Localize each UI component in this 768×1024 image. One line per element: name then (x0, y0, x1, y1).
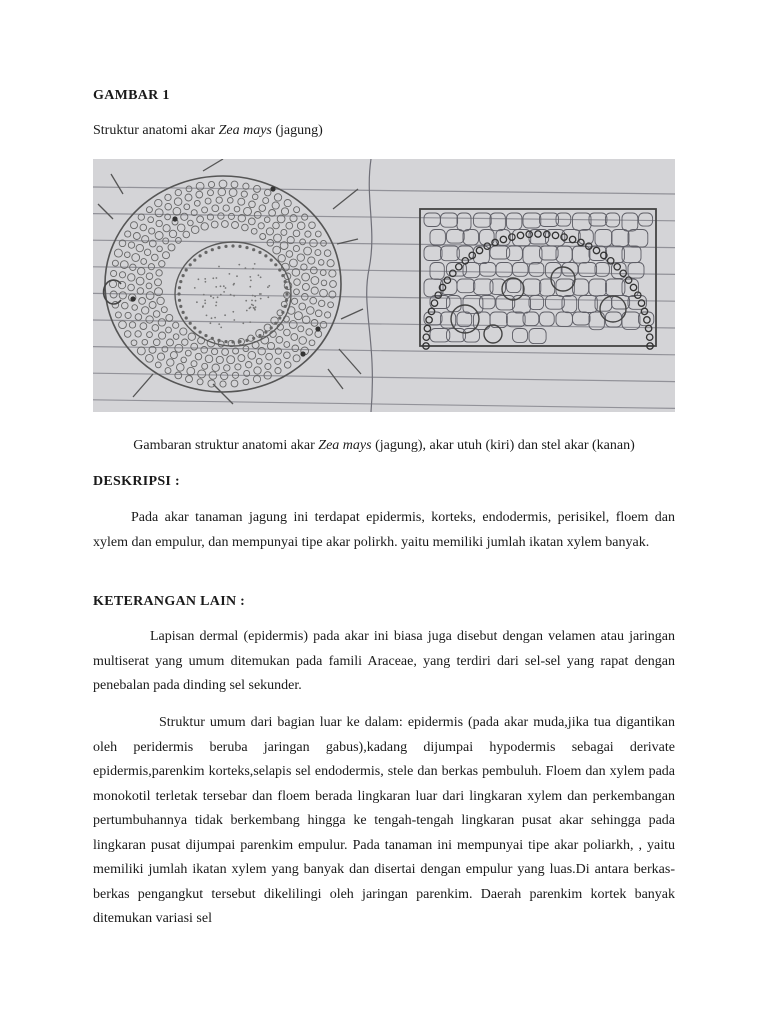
ink-mark (270, 186, 275, 191)
description-paragraph: Pada akar tanaman jagung ini terdapat epidermis, korteks, endodermis, perisikel, floem dan xylem dan empulur, dan mempunyai tipe akar polirkh. yaitu memiliki jumlah ikatan xylem banyak. (93, 510, 675, 550)
pith-speck (267, 296, 269, 298)
pith-speck (245, 300, 247, 302)
pith-speck (206, 315, 208, 317)
pith-speck (223, 285, 225, 287)
pith-speck (258, 274, 260, 276)
pith-speck (212, 277, 214, 279)
pith-speck (260, 298, 262, 300)
pith-speck (224, 314, 226, 316)
pith-speck (251, 300, 253, 302)
pith-speck (214, 317, 216, 319)
ink-mark (300, 351, 305, 356)
vascular-bundle-dot (245, 339, 248, 342)
vascular-bundle-dot (185, 316, 188, 319)
pith-speck (230, 294, 232, 296)
vascular-bundle-dot (284, 280, 287, 283)
pith-speck (220, 294, 222, 296)
vascular-bundle-dot (231, 340, 234, 343)
pith-speck (196, 301, 198, 303)
vascular-bundle-dot (274, 322, 277, 325)
vascular-bundle-dot (285, 292, 288, 295)
pith-speck (215, 305, 217, 307)
vascular-bundle-dot (211, 337, 214, 340)
pith-speck (260, 276, 262, 278)
pith-speck (220, 327, 222, 329)
vascular-bundle-dot (264, 331, 267, 334)
pith-speck (232, 311, 234, 313)
pith-speck (211, 317, 213, 319)
pith-speck (213, 297, 215, 299)
vascular-bundle-dot (204, 334, 207, 337)
pith-speck (250, 280, 252, 282)
pith-speck (216, 277, 218, 279)
root-anatomy-drawing (93, 159, 675, 412)
vascular-bundle-dot (238, 340, 241, 343)
pith-speck (252, 295, 254, 297)
pith-speck (205, 281, 207, 283)
subtitle-prefix: Struktur anatomi akar (93, 123, 219, 138)
pith-speck (252, 305, 254, 307)
pith-speck (254, 296, 256, 298)
pith-speck (246, 310, 248, 312)
pith-speck (204, 302, 206, 304)
vascular-bundle-dot (204, 251, 207, 254)
vascular-bundle-dot (179, 305, 182, 308)
caption-suffix: (jagung), akar utuh (kiri) dan stel akar (kanan) (371, 438, 635, 453)
vascular-bundle-dot (224, 245, 227, 248)
vascular-bundle-dot (285, 286, 288, 289)
vascular-bundle-dot (278, 316, 281, 319)
pith-speck (218, 266, 220, 268)
ink-mark (315, 326, 320, 331)
vascular-bundle-dot (252, 248, 255, 251)
vascular-bundle-dot (189, 263, 192, 266)
subtitle-species: Zea mays (218, 123, 272, 138)
pith-speck (216, 301, 218, 303)
pith-speck (233, 295, 235, 297)
vascular-bundle-dot (274, 263, 277, 266)
hand-drawn-sketch (93, 159, 675, 412)
vascular-bundle-dot (281, 311, 284, 314)
caption-prefix: Gambaran struktur anatomi akar (133, 438, 319, 453)
pith-speck (268, 285, 270, 287)
vascular-bundle-dot (224, 340, 227, 343)
pith-speck (204, 278, 206, 280)
pith-speck (249, 321, 251, 323)
subtitle-suffix: (jagung) (271, 123, 323, 138)
vascular-bundle-dot (217, 339, 220, 342)
pith-speck (229, 273, 231, 275)
pith-speck (242, 322, 244, 324)
vascular-bundle-dot (285, 299, 288, 302)
vascular-bundle-dot (231, 244, 234, 247)
vascular-bundle-dot (281, 274, 284, 277)
pith-speck (259, 293, 261, 295)
vascular-bundle-dot (182, 311, 185, 314)
vascular-bundle-dot (193, 259, 196, 262)
vascular-bundle-dot (177, 292, 180, 295)
figure-subtitle (93, 123, 323, 139)
figure-title: GAMBAR 1 (93, 88, 170, 103)
vascular-bundle-dot (278, 268, 281, 271)
vascular-bundle-dot (178, 299, 181, 302)
pith-speck (249, 286, 251, 288)
vascular-bundle-dot (199, 331, 202, 334)
figure-caption (93, 438, 675, 454)
ink-mark (172, 216, 177, 221)
vascular-bundle-dot (189, 322, 192, 325)
other-notes-paragraph-1: Lapisan dermal (epidermis) pada akar ini biasa juga disebut dengan velamen atau jaringan multiserat yang umum ditemukan pada famili Araceae, yang terdiri dari sel-sel yang rapat dengan penebalan pada dinding sel sekunder. (93, 629, 675, 693)
other-notes-paragraph-2: Struktur umum dari bagian luar ke dalam: epidermis (pada akar muda,jika tua digantikan oleh peridermis beruba jaringan gabus),kadang dijumpai hypodermis sebagai derivate epidermis,parenkim korteks,selapis sel endodermis, stele dan berkas pembuluh. Floem dan xylem pada monokotil terletak tersebar dan floem berada lingkaran luar dari lingkaran xylem dan perkembangan pertumbuhannya tidak berkembang hingga ke tengah-tengah lingkaran pusat akar sehingga pada lingkaran pusat dijumpai parenkim empulur. Pada tanaman ini mempunyai tipe akar poliarkh, , yaitu memiliki jumlah ikatan xylem yang banyak dan disertai dengan empulur yang luas.Di antara berkas-berkas pengangkut tersebut dikelilingi oleh jaringan parenkim. Daerah parenkim kortek banyak ditemukan variasi sel (93, 715, 675, 926)
pith-speck (220, 285, 222, 287)
pith-speck (249, 276, 251, 278)
pith-speck (215, 286, 217, 288)
pith-speck (225, 287, 227, 289)
pith-speck (254, 263, 256, 265)
vascular-bundle-dot (284, 305, 287, 308)
pith-speck (218, 323, 220, 325)
vascular-bundle-dot (179, 280, 182, 283)
vascular-bundle-dot (258, 334, 261, 337)
vascular-bundle-dot (245, 246, 248, 249)
pith-speck (250, 307, 252, 309)
caption-species: Zea mays (318, 438, 372, 453)
description-heading: DESKRIPSI : (93, 474, 180, 489)
other-notes-heading: KETERANGAN LAIN : (93, 594, 246, 609)
vascular-bundle-dot (270, 259, 273, 262)
vascular-bundle-dot (258, 251, 261, 254)
pith-speck (245, 267, 247, 269)
pith-speck (194, 287, 196, 289)
vascular-bundle-dot (199, 254, 202, 257)
vascular-bundle-dot (252, 337, 255, 340)
pith-speck (233, 283, 235, 285)
vascular-bundle-dot (178, 286, 181, 289)
pith-speck (233, 319, 235, 321)
vascular-bundle-dot (185, 268, 188, 271)
pith-speck (254, 308, 256, 310)
pith-speck (217, 296, 219, 298)
pith-speck (198, 278, 200, 280)
pith-speck (267, 286, 269, 288)
vascular-bundle-dot (182, 274, 185, 277)
vascular-bundle-dot (211, 248, 214, 251)
vascular-bundle-dot (264, 254, 267, 257)
vascular-bundle-dot (238, 245, 241, 248)
vascular-bundle-dot (217, 246, 220, 249)
pith-speck (255, 300, 257, 302)
pith-speck (202, 306, 204, 308)
pith-speck (223, 291, 225, 293)
pith-speck (238, 264, 240, 266)
pith-speck (210, 295, 212, 297)
pith-speck (255, 306, 257, 308)
pith-speck (204, 300, 206, 302)
pith-speck (236, 275, 238, 277)
pith-speck (210, 322, 212, 324)
pith-speck (203, 294, 205, 296)
vascular-bundle-dot (193, 326, 196, 329)
vascular-bundle-dot (270, 326, 273, 329)
ink-mark (130, 296, 135, 301)
pith-speck (252, 268, 254, 270)
